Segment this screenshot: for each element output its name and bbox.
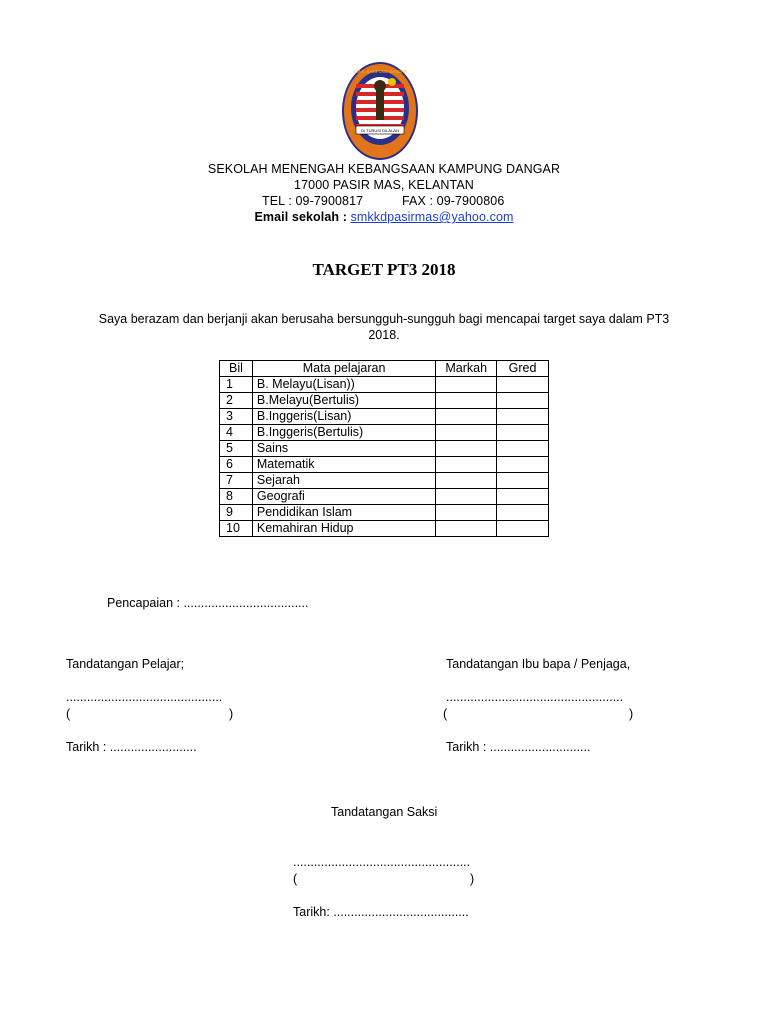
table-row <box>220 505 549 521</box>
row-gred[interactable] <box>497 441 549 457</box>
subjects-table <box>219 360 549 537</box>
school-fax: FAX : 09-7900806 <box>402 194 505 208</box>
logo-top-text: S.M.K. KAMPUNG DANGAR <box>353 69 407 74</box>
row-bil: 5 <box>220 441 253 457</box>
row-markah[interactable] <box>436 393 497 409</box>
header-subject: Mata pelajaran <box>252 361 435 377</box>
pencapaian-field: Pencapaian : .................................... <box>107 596 309 610</box>
row-bil: 10 <box>220 521 253 537</box>
witness-signature-label: Tandatangan Saksi <box>331 805 438 819</box>
row-bil: 8 <box>220 489 253 505</box>
table-row <box>220 393 549 409</box>
row-gred[interactable] <box>497 409 549 425</box>
row-subject: B.Melayu(Bertulis) <box>252 393 435 409</box>
parent-date: Tarikh : ............................. <box>446 740 591 754</box>
row-subject: Matematik <box>252 457 435 473</box>
row-markah[interactable] <box>436 441 497 457</box>
row-markah[interactable] <box>436 457 497 473</box>
row-bil: 3 <box>220 409 253 425</box>
row-gred[interactable] <box>497 393 549 409</box>
row-subject: Sains <box>252 441 435 457</box>
row-subject: Sejarah <box>252 473 435 489</box>
row-markah[interactable] <box>436 521 497 537</box>
witness-signature-line: ................................................... <box>293 855 471 869</box>
row-bil: 4 <box>220 425 253 441</box>
header-gred: Gred <box>497 361 549 377</box>
pledge-line-2: 2018. <box>368 328 400 342</box>
table-row <box>220 489 549 505</box>
table-row <box>220 473 549 489</box>
row-subject: Pendidikan Islam <box>252 505 435 521</box>
table-row <box>220 521 549 537</box>
row-gred[interactable] <box>497 489 549 505</box>
row-subject: B. Melayu(Lisan)) <box>252 377 435 393</box>
email-link[interactable]: smkkdpasirmas@yahoo.com <box>350 210 514 224</box>
pledge-line-1: Saya berazam dan berjanji akan berusaha bersungguh-sungguh bagi mencapai target saya dalam PT3 <box>98 312 670 326</box>
student-signature-line: ............................................. <box>66 690 223 704</box>
row-markah[interactable] <box>436 377 497 393</box>
logo-ribbon-text: DI TURUSI DILALAN <box>361 128 399 133</box>
school-email-line <box>0 210 768 224</box>
student-date: Tarikh : ......................... <box>66 740 197 754</box>
row-subject: B.Inggeris(Lisan) <box>252 409 435 425</box>
parent-name-close-paren: ) <box>629 707 634 721</box>
row-gred[interactable] <box>497 521 549 537</box>
table-row <box>220 457 549 473</box>
parent-signature-line: ................................................... <box>446 690 624 704</box>
school-address: 17000 PASIR MAS, KELANTAN <box>294 178 474 192</box>
row-subject: Geografi <box>252 489 435 505</box>
student-signature-label: Tandatangan Pelajar; <box>66 657 185 671</box>
header-bil: Bil <box>220 361 253 377</box>
table-row <box>220 409 549 425</box>
row-gred[interactable] <box>497 425 549 441</box>
table-row <box>220 377 549 393</box>
parent-signature-label: Tandatangan Ibu bapa / Penjaga, <box>446 657 631 671</box>
row-bil: 9 <box>220 505 253 521</box>
parent-name-open-paren: ( <box>443 707 448 721</box>
witness-name-close-paren: ) <box>470 872 475 886</box>
school-crest-logo <box>342 62 418 160</box>
student-name-open-paren: ( <box>66 707 71 721</box>
school-tel: TEL : 09-7900817 <box>262 194 364 208</box>
row-gred[interactable] <box>497 505 549 521</box>
row-gred[interactable] <box>497 377 549 393</box>
row-bil: 7 <box>220 473 253 489</box>
row-markah[interactable] <box>436 473 497 489</box>
email-label: Email sekolah : <box>254 210 347 224</box>
witness-name-open-paren: ( <box>293 872 298 886</box>
table-row <box>220 425 549 441</box>
witness-date: Tarikh: ....................................... <box>293 905 469 919</box>
row-markah[interactable] <box>436 409 497 425</box>
school-name: SEKOLAH MENENGAH KEBANGSAAN KAMPUNG DANGAR <box>207 162 561 176</box>
row-gred[interactable] <box>497 473 549 489</box>
row-subject: B.Inggeris(Bertulis) <box>252 425 435 441</box>
row-markah[interactable] <box>436 425 497 441</box>
table-header-row <box>220 361 549 377</box>
row-bil: 2 <box>220 393 253 409</box>
row-markah[interactable] <box>436 505 497 521</box>
row-markah[interactable] <box>436 489 497 505</box>
row-bil: 1 <box>220 377 253 393</box>
row-gred[interactable] <box>497 457 549 473</box>
header-markah: Markah <box>436 361 497 377</box>
row-bil: 6 <box>220 457 253 473</box>
row-subject: Kemahiran Hidup <box>252 521 435 537</box>
table-row <box>220 441 549 457</box>
document-title: TARGET PT3 2018 <box>312 260 456 279</box>
student-name-close-paren: ) <box>229 707 234 721</box>
